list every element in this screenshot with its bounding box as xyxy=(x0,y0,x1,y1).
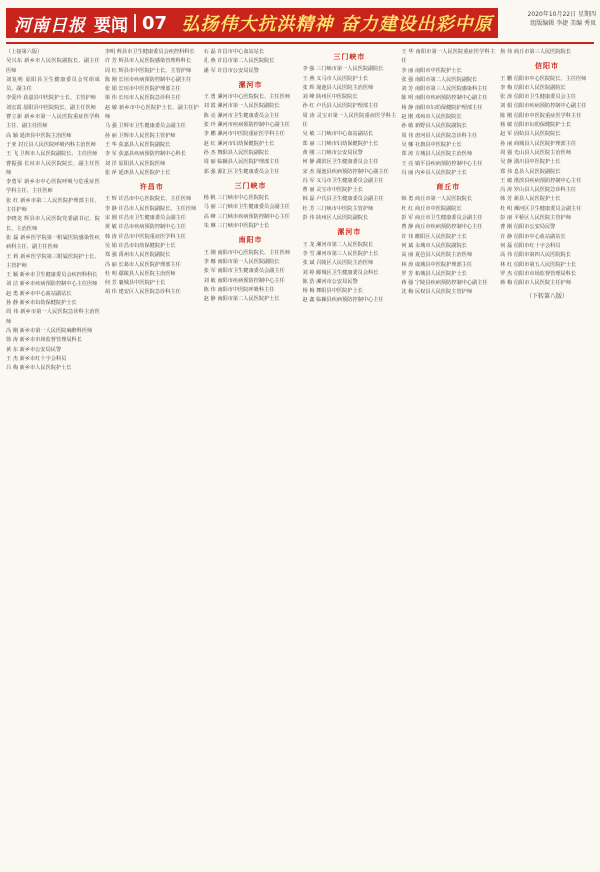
honoree-entry: 冯 刚 新乡市第一人民医院麻醉科医师 xyxy=(6,327,93,334)
honoree-entry: 杨 静 南阳市妇幼保健院护理部主任 xyxy=(401,104,483,111)
honoree-entry: 王 亮 镇平县疾病预防控制中心主任 xyxy=(401,160,483,167)
honoree-entry: 周 伟 唐河县人民医院急诊科主任 xyxy=(401,132,478,139)
honoree-entry: 李 梅 信阳市人民医院副院长 xyxy=(500,84,566,91)
honoree-entry: 赵 红 漯河市妇幼保健院护士长 xyxy=(203,140,275,147)
honoree-entry: 曹 丽 灵宝市中医院护士长 xyxy=(302,187,363,194)
honoree-entry: 王 华 获嘉县人民医院副院长 xyxy=(104,141,171,148)
honoree-entry: 何 斌 永城市人民医院副院长 xyxy=(401,242,467,249)
brand-block xyxy=(6,8,176,38)
region-heading: 漯河市 xyxy=(238,80,263,89)
honoree-entry: 陈 刚 信阳市中医院重症医学科主任 xyxy=(500,112,582,119)
honoree-entry: 周 涛 灵宝市第一人民医院重症医学科主任 xyxy=(302,112,397,129)
honoree-entry: 孙 丽 商城县人民医院护理部主任 xyxy=(500,140,577,147)
honoree-entry: 潘 军 许昌市公安局民警 xyxy=(203,67,259,74)
honoree-entry: 郑 强 禹州市人民医院副院长 xyxy=(104,252,171,259)
honoree-entry: 吴 敏 三门峡市中心血站副站长 xyxy=(302,131,374,138)
honoree-entry: 郑 伟 息县人民医院副院长 xyxy=(500,168,561,175)
honoree-entry: 李 鹏 漯河市中医院重症医学科主任 xyxy=(203,131,285,138)
honoree-entry: 李 静 许昌市人民医院副院长、主任医师 xyxy=(104,205,197,212)
honoree-entry: （上接第六版） xyxy=(6,49,43,55)
honoree-entry: 韩 勇 商丘市第一人民医院院长 xyxy=(401,196,473,203)
honoree-entry: 曹立新 新乡市第一人民医院重症医学科主任、副主任医师 xyxy=(6,114,100,130)
honoree-entry: 陈 刚 长垣市疾病预防控制中心副主任 xyxy=(104,76,192,83)
honoree-entry: 孙 丽 卫辉市人民医院主管护师 xyxy=(104,132,176,139)
honoree-entry: 张 玲 漯河市疾病预防控制中心副主任 xyxy=(203,122,290,129)
honoree-entry: 蒋 强 宁陵县疾病预防控制中心副主任 xyxy=(401,280,488,287)
divider xyxy=(134,14,136,32)
honoree-entry: 李爱玲 获嘉县中医院护士长、主管护师 xyxy=(6,95,96,102)
honoree-entry: 刘宏霞 原阳县中医院院长、副主任医师 xyxy=(6,104,96,111)
honoree-entry: 罗 杰 信阳市市场监督管理局科长 xyxy=(500,270,577,277)
honoree-entry: 黄 东 新乡市公安局民警 xyxy=(6,346,62,353)
honoree-entry: 彭 伟 陕州区人民医院副院长 xyxy=(302,215,369,222)
honoree-entry: 张 军 南阳市卫生健康委员会副主任 xyxy=(203,268,285,275)
region-heading: 许昌市 xyxy=(139,183,164,192)
honoree-entry: 许 伟 睢阳区人民医院护士长 xyxy=(401,233,467,240)
page-headline: 弘扬伟大抗洪精神 奋力建设出彩中原 xyxy=(181,14,493,35)
honoree-entry: 周 伟 新乡市第一人民医院急诊科主治医师 xyxy=(6,309,100,325)
honoree-entry: 赵 鑫 临颍县疾病预防控制中心主任 xyxy=(302,297,384,304)
honoree-entry: 赵 敏 新乡市中心医院护士长、副主任护师 xyxy=(104,104,199,121)
honoree-entry: 王 辉 许昌市中心医院院长、主任医师 xyxy=(104,196,192,203)
honoree-entry: 李 军 获嘉县疾病预防控制中心科长 xyxy=(104,151,186,158)
newspaper-logo: 河南日报 xyxy=(14,15,86,36)
section-name: 要闻 xyxy=(94,15,128,36)
honoree-entry: 李 雪 漯河市第三人民医院护士长 xyxy=(302,250,379,257)
honoree-entry: 许 静 信阳市中心血站副站长 xyxy=(500,233,566,240)
honoree-entry: 孙 杰 舞阳县人民医院副院长 xyxy=(203,149,270,156)
region-heading: 商丘市 xyxy=(436,183,461,192)
honoree-entry: 刘 芳 南阳市第三人民医院感染科主任 xyxy=(401,86,488,93)
honoree-entry: 李晓龙 辉县市人民医院党委副书记、院长、主治医师 xyxy=(6,216,100,232)
honoree-entry: 杜 明 浉河区卫生健康委员会副主任 xyxy=(500,205,582,212)
honoree-entry: 高 丽 夏邑县人民医院主治医师 xyxy=(401,252,473,259)
honoree-entry: 朱 琳 三门峡市中医院护士长 xyxy=(203,223,270,230)
honoree-entry: 王 刚 南阳市中心医院院长、主任医师 xyxy=(203,249,290,256)
honoree-entry: 张 磊 新乡医学院第一附属医院感染性疾病科主任、副主任医师 xyxy=(6,234,100,251)
honoree-entry: 冯 军 义马市卫生健康委员会副主任 xyxy=(302,177,384,184)
honoree-entry: 杨 敏 信阳市妇幼保健院护士长 xyxy=(500,122,571,129)
honoree-entry: 孙 静 新乡市妇幼保健院护士长 xyxy=(6,300,77,307)
honoree-entry: 冯 涛 罗山县人民医院急诊科主任 xyxy=(500,187,577,194)
region-heading: 漯河市 xyxy=(337,228,362,237)
honoree-entry: 何 静 湖滨区卫生健康委员会主任 xyxy=(302,159,379,166)
honoree-entry: 李 强 三门峡市第一人民医院副院长 xyxy=(302,66,384,73)
honoree-entry: 吴 娜 社旗县中医院护士长 xyxy=(401,141,462,148)
honoree-entry: 黄 刚 三门峡市公安局民警 xyxy=(302,149,363,156)
honoree-entry: 赵 刚 邓州市人民医院院长 xyxy=(401,114,462,121)
article-columns xyxy=(6,48,594,866)
honoree-entry: 陈 明 南阳市疾病预防控制中心副主任 xyxy=(401,95,488,102)
honoree-entry: 胡 伟 建安区人民医院急诊科主任 xyxy=(104,289,181,296)
honoree-entry: 张 辉 渑池县人民医院主治医师 xyxy=(302,84,374,91)
honoree-entry: 王 鹏 信阳市中心医院院长、主任医师 xyxy=(500,75,587,82)
text-column xyxy=(6,48,100,866)
honoree-entry: 刘 敏 南阳市疾病预防控制中心主任 xyxy=(203,277,285,284)
text-column xyxy=(105,48,199,866)
honoree-entry: 高 峰 三门峡市疾病预防控制中心主任 xyxy=(203,213,290,220)
honoree-entry: 刘 婷 郾城区卫生健康委员会科长 xyxy=(302,269,379,276)
honoree-entry: 韩 芳 新县人民医院护士长 xyxy=(500,196,561,203)
honoree-entry: 彭 军 商丘市卫生健康委员会副主任 xyxy=(401,215,483,222)
honoree-entry: 吴 静 潢川县中医院护士长 xyxy=(500,159,561,166)
honoree-entry: 沈 梅 民权县人民医院主管护师 xyxy=(401,289,473,296)
honoree-entry: 周 丽 临颍县人民医院护理部主任 xyxy=(203,159,280,166)
honoree-entry: 张 萍 延津县人民医院护士长 xyxy=(104,169,171,176)
honoree-entry: 李勇军 新乡市中心医院呼吸与危重症医学科主任、主任医师 xyxy=(6,179,100,195)
honoree-entry: 曹 静 商丘市疾病预防控制中心主任 xyxy=(401,224,483,231)
honoree-entry: 李 丽 南阳市中医院护士长 xyxy=(401,67,462,74)
dateline xyxy=(510,10,596,28)
honoree-entry: 杨 帆 三门峡市中心医院院长 xyxy=(203,195,270,202)
honoree-entry: 高 伟 信阳市第四人民医院院长 xyxy=(500,252,571,259)
issue-date: 2020年10月22日 星期四 xyxy=(527,11,596,18)
honoree-entry: 刘 娟 信阳市疾病预防控制中心副主任 xyxy=(500,103,587,110)
honoree-entry: 林 涛 虞城县中医院护理部主任 xyxy=(401,261,473,268)
text-column xyxy=(204,48,298,866)
honoree-entry: 石 磊 许昌市中心血站站长 xyxy=(203,49,265,55)
honoree-entry: 于亚 封丘县人民医院呼吸内科主治医师 xyxy=(6,141,96,148)
honoree-entry: 陈 亮 漯河市卫生健康委员会主任 xyxy=(203,112,280,119)
honoree-entry: 陈 浩 漯河市公安局民警 xyxy=(302,278,358,285)
honoree-entry: 曹振强 长垣市人民医院院长、副主任医师 xyxy=(6,160,100,176)
honoree-entry: 赵 静 南阳市第二人民医院护士长 xyxy=(203,296,280,303)
honoree-entry: 宋 刚 许昌市卫生健康委员会副主任 xyxy=(104,215,186,222)
continued-note: （下转第八版） xyxy=(526,293,569,301)
honoree-entry: 刘 霞 漯河市第一人民医院副院长 xyxy=(203,103,280,110)
honoree-entry: 王 飞 卫辉市人民医院副院长、主任医师 xyxy=(6,151,98,158)
region-heading: 南阳市 xyxy=(238,236,263,245)
honoree-entry: 何 磊 信阳市红十字会科员 xyxy=(500,242,561,249)
honoree-entry: 刘 洋 原阳县人民医院医师 xyxy=(104,160,166,167)
header-rule xyxy=(6,42,594,44)
page-number: 07 xyxy=(142,12,168,34)
honoree-entry: 蒋 梅 信阳市人民医院主任护师 xyxy=(500,280,571,287)
masthead xyxy=(0,0,600,44)
honoree-entry: 杨 梅 舞阳县中医院护士长 xyxy=(302,288,363,295)
honoree-entry: 马 强 卫辉市卫生健康委员会副主任 xyxy=(104,123,186,130)
editor-credits: 组版编辑 李捷 美编 秀岚 xyxy=(530,20,596,27)
honoree-entry: 吴 娟 许昌市妇幼保健院护士长 xyxy=(104,242,176,249)
region-heading: 信阳市 xyxy=(535,62,560,71)
honoree-entry: 许 芳 辉县市人民医院感染管理科科长 xyxy=(104,58,192,65)
honoree-entry: 孔 燕 许昌市第二人民医院院长 xyxy=(203,58,275,65)
honoree-entry: 冯 丽 内乡县人民医院护士长 xyxy=(401,169,467,176)
honoree-entry: 王 华 南阳市第一人民医院重症医学科主任 xyxy=(401,49,496,65)
honoree-entry: 罗 芳 柘城县人民医院护士长 xyxy=(401,270,467,277)
honoree-entry: 杜 芳 三门峡市中医院主管护师 xyxy=(302,205,374,212)
honoree-entry: 张 娟 长垣市中医医院护理部主任 xyxy=(104,86,181,93)
honoree-entry: 马 丽 三门峡市卫生健康委员会副主任 xyxy=(203,204,290,211)
honoree-entry: 王 莉 新乡医学院第三附属医院护士长、主管护师 xyxy=(6,253,100,269)
honoree-entry: 陈 伟 南阳市中医院呼吸科主任 xyxy=(203,286,275,293)
honoree-entry: 王 颖 新乡市卫生健康委员会疾控科科长 xyxy=(6,272,98,279)
honoree-entry: 林 红 信阳市第五人民医院护士长 xyxy=(500,261,577,268)
honoree-entry: 刘复明 原阳县卫生健康委员会党组成员、副主任 xyxy=(6,76,100,93)
honoree-entry: 王 龙 漯河市第二人民医院院长 xyxy=(302,241,374,248)
honoree-entry: 刘 峰 陕州区中医院院长 xyxy=(302,94,358,101)
honoree-entry: 杜 明 鄢陵县人民医院主治医师 xyxy=(104,270,176,277)
honoree-entry: 李明 辉县市卫生健康委员会疾控科科长 xyxy=(104,49,195,55)
honoree-entry: 焦 伟 商丘市第三人民医院院长 xyxy=(500,49,571,55)
honoree-entry: 孙 敏 新野县人民医院副院长 xyxy=(401,123,467,130)
honoree-entry: 吴兴东 新乡市人民医院副院长、副主任医师 xyxy=(6,58,100,74)
honoree-entry: 周 强 光山县人民医院主治医师 xyxy=(500,149,571,156)
honoree-entry: 杜 红 商丘市中医院副院长 xyxy=(401,205,462,212)
text-column xyxy=(401,48,495,866)
honoree-entry: 彭 丽 平桥区人民医院主管护师 xyxy=(500,215,571,222)
honoree-entry: 吕 梅 新乡市人民医院护士长 xyxy=(6,365,72,372)
honoree-entry: 张 涛 信阳市卫生健康委员会主任 xyxy=(500,94,577,101)
region-heading: 三门峡市 xyxy=(333,53,366,61)
region-heading: 三门峡市 xyxy=(234,181,267,190)
honoree-entry: 郑 丽 三门峡市妇幼保健院护士长 xyxy=(302,140,379,147)
honoree-entry: 冯 丽 长葛市人民医院护理部主任 xyxy=(104,261,181,268)
honoree-entry: 李 娜 南阳市第一人民医院副院长 xyxy=(203,258,280,265)
honoree-entry: 张 红 新乡市第二人民医院护理部主任、主任护师 xyxy=(6,197,100,214)
honoree-entry: 王 敏 淮滨县疾病预防控制中心主任 xyxy=(500,177,582,184)
honoree-entry: 孙 红 卢氏县人民医院护理部主任 xyxy=(302,103,379,110)
honoree-entry: 周 红 辉县市中医院护士长、主管护师 xyxy=(104,67,192,74)
honoree-entry: 赵 军 固始县人民医院院长 xyxy=(500,131,561,138)
headline-band xyxy=(176,8,498,38)
honoree-entry: 王 杰 新乡市红十字会科员 xyxy=(6,355,67,362)
honoree-entry: 韩 涛 许昌市中医院重症医学科主任 xyxy=(104,233,186,240)
honoree-entry: 梁 伟 长垣市人民医院急诊科主任 xyxy=(104,95,181,102)
honoree-entry: 刘 洁 新乡市疾病预防控制中心主任医师 xyxy=(6,281,98,288)
honoree-entry: 张 强 南阳市第二人民医院副院长 xyxy=(401,76,478,83)
honoree-entry: 郑 涛 方城县人民医院主治医师 xyxy=(401,151,473,158)
honoree-entry: 宋 杰 渑池县疾病预防控制中心副主任 xyxy=(302,168,389,175)
honoree-entry: 韩 磊 卢氏县卫生健康委员会副主任 xyxy=(302,196,384,203)
honoree-entry: 郭 强 源汇区卫生健康委员会主任 xyxy=(203,168,280,175)
honoree-entry: 张 斌 召陵区人民医院主治医师 xyxy=(302,260,374,267)
honoree-entry: 王 勇 漯河市中心医院院长、主任医师 xyxy=(203,94,290,101)
honoree-entry: 曹 刚 信阳市公安局民警 xyxy=(500,224,556,231)
honoree-entry: 徐 涛 新乡市市场监督管理局科长 xyxy=(6,337,82,344)
honoree-entry: 黄 敏 许昌市疾病预防控制中心主任 xyxy=(104,224,186,231)
honoree-entry: 王 燕 义马市人民医院护士长 xyxy=(302,75,369,82)
text-column xyxy=(500,48,594,866)
honoree-entry: 高 颖 延津县中医院主治医师 xyxy=(6,132,72,139)
honoree-entry: 何 芳 襄城县中医院护士长 xyxy=(104,280,166,287)
text-column xyxy=(302,48,396,866)
honoree-entry: 赵 勇 新乡市中心血站副站长 xyxy=(6,290,72,297)
